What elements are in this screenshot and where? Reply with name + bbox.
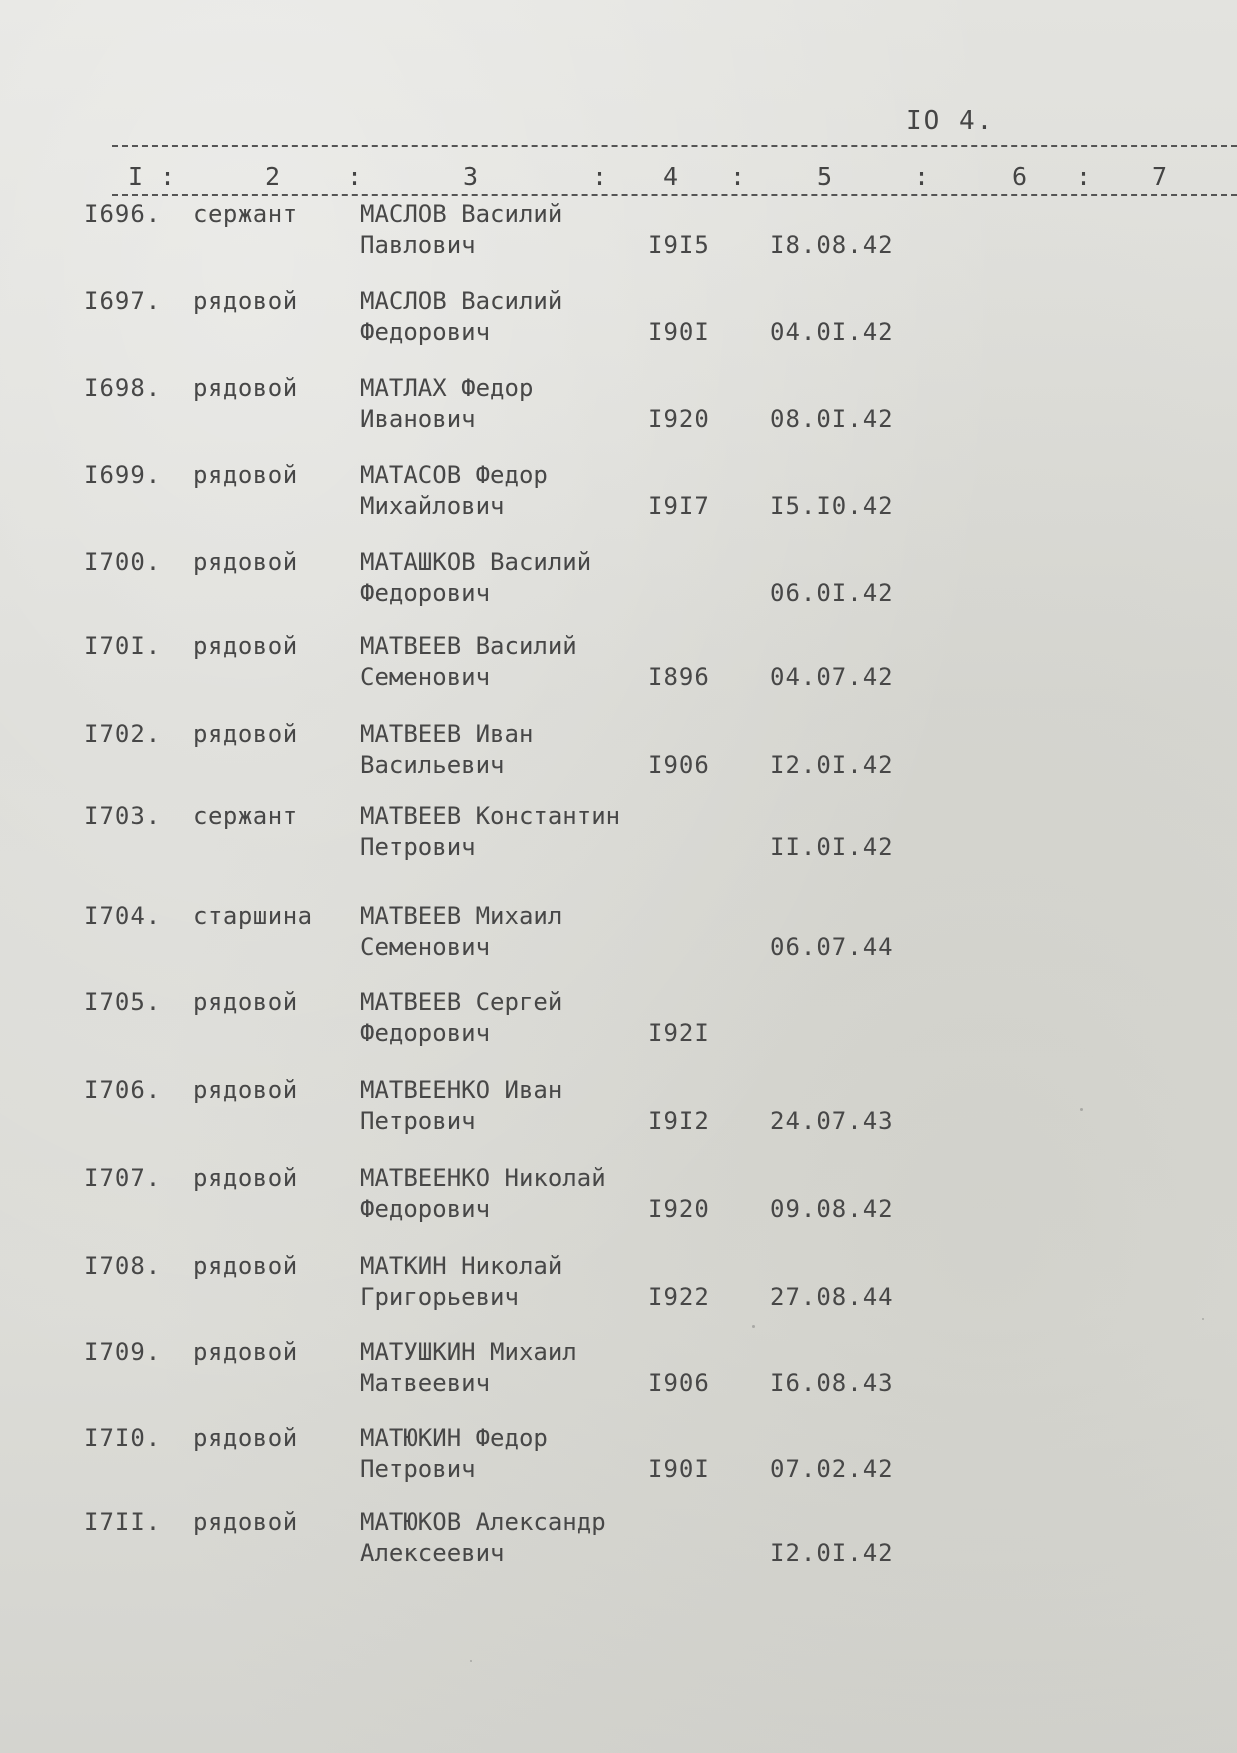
record-patronymic: Михайлович <box>360 492 505 520</box>
column-separator: : <box>730 162 746 191</box>
record-surname-name: МАТКИН Николай <box>360 1252 563 1280</box>
record-row <box>0 200 1237 280</box>
record-surname-name: МАТВЕЕНКО Николай <box>360 1164 606 1192</box>
record-number: I7I0. <box>84 1424 162 1452</box>
record-date: I6.08.43 <box>770 1369 894 1397</box>
record-number: I698. <box>84 374 162 402</box>
record-patronymic: Иванович <box>360 405 476 433</box>
record-number: I709. <box>84 1338 162 1366</box>
record-patronymic: Петрович <box>360 1107 476 1135</box>
record-rank: рядовой <box>193 548 298 576</box>
record-birth-year: I9I5 <box>648 231 710 259</box>
record-row <box>0 988 1237 1068</box>
record-date: 04.07.42 <box>770 663 894 691</box>
record-rank: рядовой <box>193 1164 298 1192</box>
page-number: IO 4. <box>906 106 995 136</box>
record-surname-name: МАТЮКОВ Александр <box>360 1508 606 1536</box>
record-patronymic: Федорович <box>360 1019 491 1047</box>
record-date: I2.0I.42 <box>770 1539 894 1567</box>
record-rank: рядовой <box>193 720 298 748</box>
record-patronymic: Васильевич <box>360 751 505 779</box>
record-date: 07.02.42 <box>770 1455 894 1483</box>
record-rank: рядовой <box>193 374 298 402</box>
record-rank: рядовой <box>193 1424 298 1452</box>
record-number: I70I. <box>84 632 162 660</box>
record-rank: старшина <box>193 902 313 930</box>
record-row <box>0 720 1237 800</box>
record-row <box>0 902 1237 982</box>
record-date: 04.0I.42 <box>770 318 894 346</box>
record-row <box>0 1164 1237 1244</box>
record-row <box>0 1424 1237 1504</box>
record-number: I706. <box>84 1076 162 1104</box>
record-birth-year: I9I2 <box>648 1107 710 1135</box>
column-header-3: 3 <box>463 162 479 191</box>
record-patronymic: Петрович <box>360 1455 476 1483</box>
record-number: I7II. <box>84 1508 162 1536</box>
record-surname-name: МАТАШКОВ Василий <box>360 548 592 576</box>
record-rank: рядовой <box>193 1508 298 1536</box>
record-row <box>0 1252 1237 1332</box>
record-date: 08.0I.42 <box>770 405 894 433</box>
record-date: 24.07.43 <box>770 1107 894 1135</box>
record-birth-year: I906 <box>648 751 710 779</box>
record-birth-year: I906 <box>648 1369 710 1397</box>
record-row <box>0 632 1237 712</box>
column-separator: : <box>160 162 176 191</box>
column-separator: : <box>914 162 930 191</box>
record-birth-year: I920 <box>648 405 710 433</box>
record-row <box>0 802 1237 882</box>
record-number: I700. <box>84 548 162 576</box>
record-surname-name: МАТВЕЕВ Иван <box>360 720 534 748</box>
column-header-4: 4 <box>663 162 679 191</box>
record-date: 27.08.44 <box>770 1283 894 1311</box>
record-patronymic: Алексеевич <box>360 1539 505 1567</box>
record-surname-name: МАТВЕЕВ Константин <box>360 802 621 830</box>
record-rank: сержант <box>193 200 298 228</box>
record-number: I699. <box>84 461 162 489</box>
record-row <box>0 287 1237 367</box>
record-rank: рядовой <box>193 988 298 1016</box>
record-patronymic: Павлович <box>360 231 476 259</box>
record-date: I5.I0.42 <box>770 492 894 520</box>
record-patronymic: Григорьевич <box>360 1283 519 1311</box>
column-header-7: 7 <box>1152 162 1168 191</box>
record-date: 06.0I.42 <box>770 579 894 607</box>
record-surname-name: МАТВЕЕНКО Иван <box>360 1076 563 1104</box>
record-date: 06.07.44 <box>770 933 894 961</box>
record-rank: рядовой <box>193 1338 298 1366</box>
column-separator: : <box>592 162 608 191</box>
record-surname-name: МАТАСОВ Федор <box>360 461 548 489</box>
column-separator: : <box>1076 162 1092 191</box>
record-surname-name: МАТЛАХ Федор <box>360 374 534 402</box>
record-number: I697. <box>84 287 162 315</box>
record-surname-name: МАТВЕЕВ Михаил <box>360 902 563 930</box>
record-row <box>0 461 1237 541</box>
column-header-1: I <box>128 162 144 191</box>
record-row <box>0 548 1237 628</box>
column-header-2: 2 <box>265 162 281 191</box>
record-rank: рядовой <box>193 287 298 315</box>
record-rank: рядовой <box>193 1076 298 1104</box>
record-number: I702. <box>84 720 162 748</box>
column-header-5: 5 <box>817 162 833 191</box>
record-birth-year: I90I <box>648 318 710 346</box>
record-patronymic: Семенович <box>360 933 491 961</box>
record-surname-name: МАТЮКИН Федор <box>360 1424 548 1452</box>
record-surname-name: МАСЛОВ Василий <box>360 287 563 315</box>
record-surname-name: МАТВЕЕВ Сергей <box>360 988 563 1016</box>
record-birth-year: I90I <box>648 1455 710 1483</box>
record-patronymic: Федорович <box>360 579 491 607</box>
record-surname-name: МАТУШКИН Михаил <box>360 1338 577 1366</box>
record-surname-name: МАСЛОВ Василий <box>360 200 563 228</box>
record-row <box>0 1508 1237 1588</box>
record-number: I708. <box>84 1252 162 1280</box>
record-number: I707. <box>84 1164 162 1192</box>
record-number: I704. <box>84 902 162 930</box>
record-birth-year: I922 <box>648 1283 710 1311</box>
record-number: I703. <box>84 802 162 830</box>
record-row <box>0 1076 1237 1156</box>
record-rank: рядовой <box>193 1252 298 1280</box>
record-rank: рядовой <box>193 461 298 489</box>
column-header-6: 6 <box>1012 162 1028 191</box>
record-date: 09.08.42 <box>770 1195 894 1223</box>
record-rank: сержант <box>193 802 298 830</box>
record-patronymic: Петрович <box>360 833 476 861</box>
record-number: I696. <box>84 200 162 228</box>
record-date: II.0I.42 <box>770 833 894 861</box>
record-patronymic: Матвеевич <box>360 1369 491 1397</box>
record-birth-year: I9I7 <box>648 492 710 520</box>
record-birth-year: I920 <box>648 1195 710 1223</box>
record-number: I705. <box>84 988 162 1016</box>
record-birth-year: I92I <box>648 1019 710 1047</box>
record-row <box>0 374 1237 454</box>
record-birth-year: I896 <box>648 663 710 691</box>
record-patronymic: Федорович <box>360 1195 491 1223</box>
record-rank: рядовой <box>193 632 298 660</box>
record-patronymic: Семенович <box>360 663 491 691</box>
record-row <box>0 1338 1237 1418</box>
record-date: I8.08.42 <box>770 231 894 259</box>
record-surname-name: МАТВЕЕВ Василий <box>360 632 577 660</box>
column-separator: : <box>347 162 363 191</box>
record-patronymic: Федорович <box>360 318 491 346</box>
record-date: I2.0I.42 <box>770 751 894 779</box>
